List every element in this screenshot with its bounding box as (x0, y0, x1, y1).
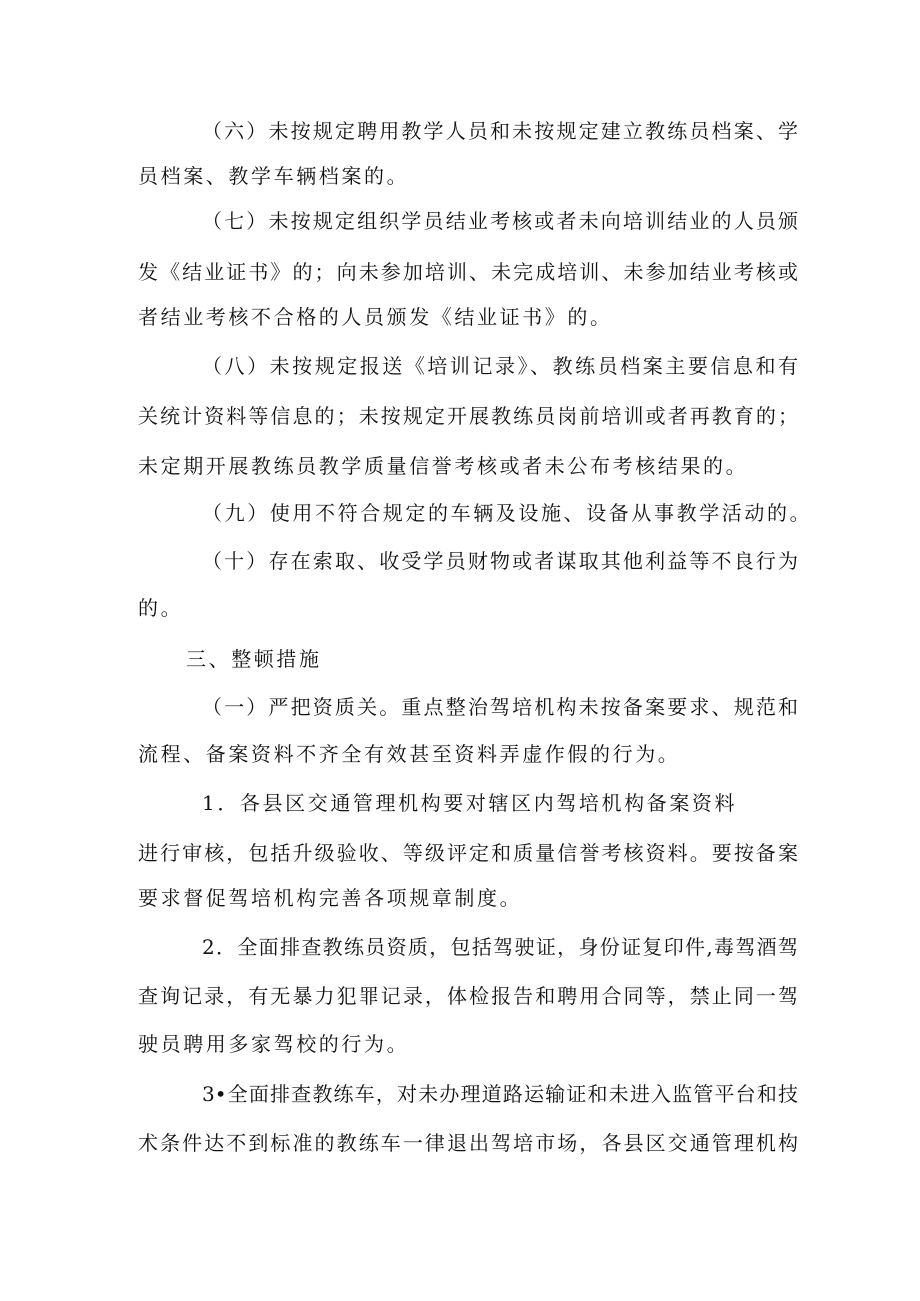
paragraph-line: 进行审核，包括升级验收、等级评定和质量信誉考核资料。要按备案 (138, 841, 798, 865)
paragraph-line: （六）未按规定聘用教学人员和未按规定建立教练员档案、学 (202, 119, 798, 143)
paragraph-line: 2．全面排查教练员资质，包括驾驶证，身份证复印件,毒驾酒驾 (202, 935, 798, 959)
paragraph-line: 员档案、教学车辆档案的。 (138, 164, 410, 188)
paragraph-line: 3•全面排查教练车，对未办理道路运输证和未进入监管平台和技 (202, 1082, 798, 1106)
section-heading: 三、整顿措施 (186, 647, 322, 671)
paragraph-line: 关统计资料等信息的；未按规定开展教练员岗前培训或者再教育的； (138, 404, 798, 428)
paragraph-line: 未定期开展教练员教学质量信誉考核或者未公布考核结果的。 (138, 454, 749, 478)
paragraph-line: （一）严把资质关。重点整治驾培机构未按备案要求、规范和 (202, 695, 798, 719)
paragraph-line: 驶员聘用多家驾校的行为。 (138, 1032, 410, 1056)
paragraph-line: 流程、备案资料不齐全有效甚至资料弄虚作假的行为。 (138, 742, 681, 766)
paragraph-line: 的。 (138, 596, 184, 620)
paragraph-line: 1．各县区交通管理机构要对辖区内驾培机构备案资料 (202, 791, 738, 815)
paragraph-line: 要求督促驾培机构完善各项规章制度。 (138, 886, 523, 910)
paragraph-line: 术条件达不到标准的教练车一律退出驾培市场，各县区交通管理机构 (138, 1131, 798, 1155)
paragraph-line: 查询记录，有无暴力犯罪记录，体检报告和聘用合同等，禁止同一驾 (138, 984, 798, 1008)
paragraph-line: （七）未按规定组织学员结业考核或者未向培训结业的人员颁 (202, 209, 798, 233)
paragraph-line: （九）使用不符合规定的车辆及设施、设备从事教学活动的。 (202, 501, 813, 525)
paragraph-line: （八）未按规定报送《培训记录》、教练员档案主要信息和有 (202, 354, 798, 378)
paragraph-line: 发《结业证书》的；向未参加培训、未完成培训、未参加结业考核或 (138, 260, 798, 284)
paragraph-line: 者结业考核不合格的人员颁发《结业证书》的。 (138, 305, 613, 329)
paragraph-line: （十）存在索取、收受学员财物或者谋取其他利益等不良行为 (202, 549, 798, 573)
